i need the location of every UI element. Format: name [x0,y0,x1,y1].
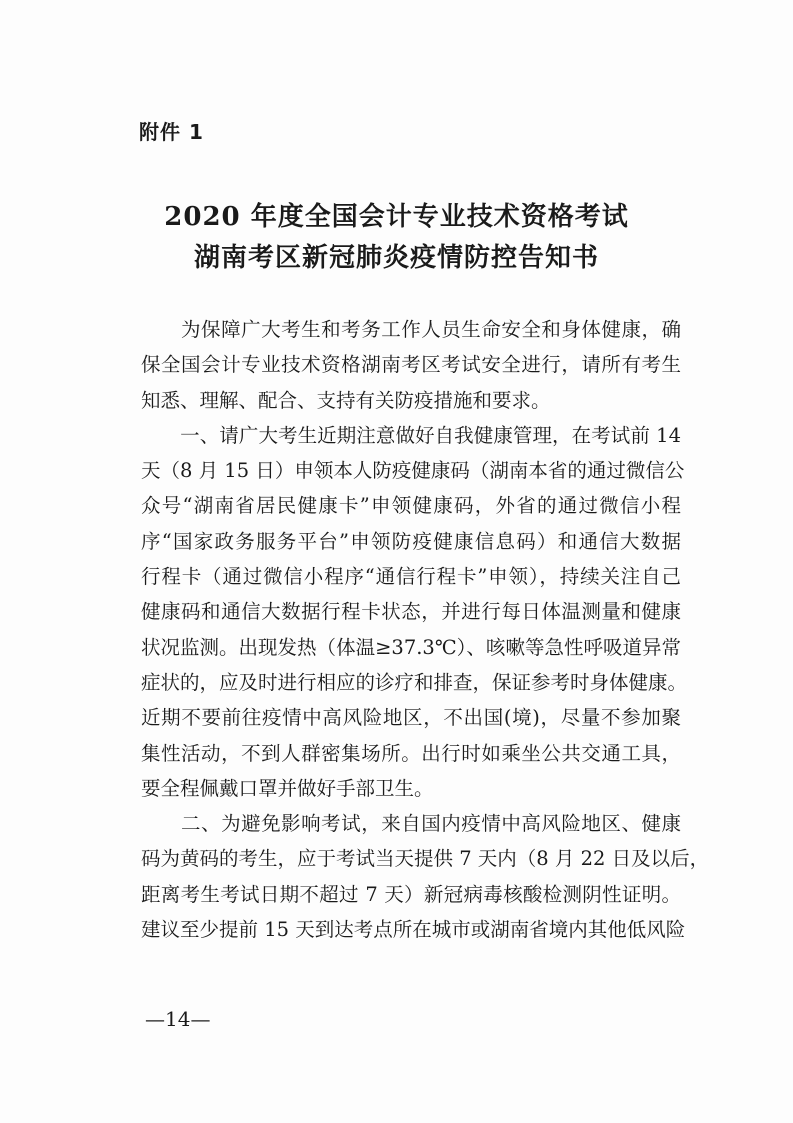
page-number: —14— [145,1007,211,1031]
body-line: 二、为避免影响考试，来自国内疫情中高风险地区、健康 [141,812,681,836]
body-line: 保全国会计专业技术资格湖南考区考试安全进行，请所有考生 [141,353,681,377]
body-line: 建议至少提前 15 天到达考点所在城市或湖南省境内其他低风险 [141,918,686,942]
body-line: 健康码和通信大数据行程卡状态，并进行每日体温测量和健康 [141,600,681,624]
body-line: 集性活动，不到人群密集场所。出行时如乘坐公共交通工具， [141,741,681,765]
body-line: 天（8 月 15 日）申领本人防疫健康码（湖南本省的通过微信公 [141,459,685,483]
title-line-2: 湖南考区新冠肺炎疫情防控告知书 [193,243,599,273]
body-line: 为保障广大考生和考务工作人员生命安全和身体健康，确 [141,318,681,341]
body-line: 序“国家政务服务平台”申领防疫健康信息码）和通信大数据 [141,529,681,553]
attachment-label: 附件 1 [139,120,204,144]
body-line: 要全程佩戴口罩并做好手部卫生。 [141,776,434,800]
body-line: 距离考生考试日期不超过 7 天）新冠病毒核酸检测阴性证明。 [141,882,681,906]
notice-body [141,312,710,947]
body-line: 近期不要前往疫情中高风险地区，不出国(境)，尽量不参加聚 [141,706,681,730]
body-line: 知悉、理解、配合、支持有关防疫措施和要求。 [141,388,551,412]
body-line: 码为黄码的考生，应于考试当天提供 7 天内（8 月 22 日及以后， [141,847,710,871]
body-line: 一、请广大考生近期注意做好自我健康管理，在考试前 14 [141,423,681,447]
title-line-1: 2020 年度全国会计专业技术资格考试 [164,202,629,232]
body-line: 状况监测。出现发热（体温≥37.3℃）、咳嗽等急性呼吸道异常 [141,635,681,659]
body-line: 症状的，应及时进行相应的诊疗和排查，保证参考时身体健康。 [141,670,688,694]
body-line: 行程卡（通过微信小程序“通信行程卡”申领），持续关注自己 [141,565,681,589]
body-line: 众号“湖南省居民健康卡”申领健康码，外省的通过微信小程 [141,494,681,518]
